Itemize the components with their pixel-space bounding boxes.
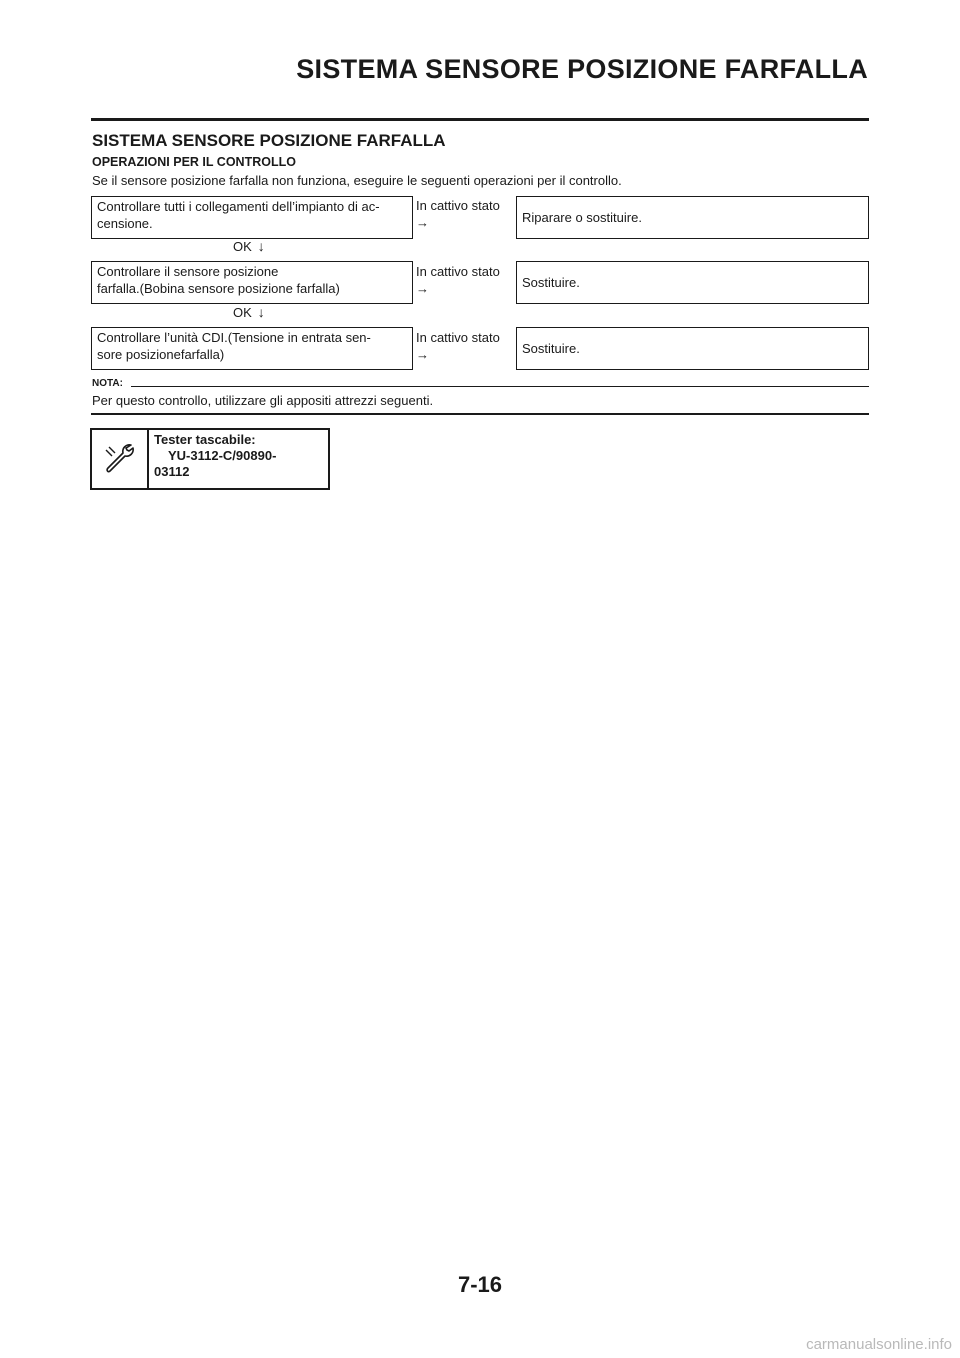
check-box-3 <box>91 327 413 370</box>
check-text-line: sore posizionefarfalla) <box>97 347 225 362</box>
action-box-2 <box>516 261 869 304</box>
check-text-line: Controllare l’unità CDI.(Tensione in entrata sen- <box>97 330 371 345</box>
check-text-line: Controllare il sensore posizione <box>97 264 279 279</box>
condition-label: In cattivo stato <box>416 264 500 279</box>
action-box-1 <box>516 196 869 239</box>
ok-label: OK <box>233 305 252 320</box>
note-end-rule <box>91 413 869 415</box>
check-text-line: censione. <box>97 216 153 231</box>
right-arrow-icon: → <box>416 281 429 296</box>
condition-2 <box>416 263 514 297</box>
action-label: Riparare o sostituire. <box>522 210 642 225</box>
page-number: 7-16 <box>457 1272 503 1297</box>
intro-text: Se il sensore posizione farfalla non funziona, eseguire le seguenti operazioni per il controllo. <box>92 173 622 188</box>
note-rule <box>131 386 869 387</box>
note-label: NOTA: <box>92 378 123 389</box>
ok-indicator-2 <box>233 304 265 320</box>
check-text-line: farfalla.(Bobina sensore posizione farfalla) <box>97 281 340 296</box>
condition-label: In cattivo stato <box>416 198 500 213</box>
note-text: Per questo controllo, utilizzare gli appositi attrezzi seguenti. <box>92 393 434 408</box>
action-box-3 <box>516 327 869 370</box>
section-title: SISTEMA SENSORE POSIZIONE FARFALLA <box>92 131 446 150</box>
page-header-title: SISTEMA SENSORE POSIZIONE FARFALLA <box>296 54 868 84</box>
ok-indicator-1 <box>233 238 265 254</box>
condition-label: In cattivo stato <box>416 330 500 345</box>
check-box-2 <box>91 261 413 304</box>
down-arrow-icon: ↓ <box>257 304 265 320</box>
right-arrow-icon: → <box>416 215 429 230</box>
section-subtitle: OPERAZIONI PER IL CONTROLLO <box>92 155 296 169</box>
tool-text <box>149 430 281 488</box>
check-text-line: Controllare tutti i collegamenti dell’impianto di ac- <box>97 199 380 214</box>
header-rule <box>91 118 869 121</box>
wrench-icon <box>92 430 149 488</box>
tool-code: YU-3112-C/90890- <box>168 448 277 463</box>
tool-name: Tester tascabile: <box>154 432 256 447</box>
tool-box <box>90 428 330 490</box>
right-arrow-icon: → <box>416 347 429 362</box>
condition-3 <box>416 329 514 363</box>
down-arrow-icon: ↓ <box>257 238 265 254</box>
watermark: carmanualsonline.info <box>806 1336 952 1353</box>
tool-code-continued: 03112 <box>154 464 190 479</box>
action-label: Sostituire. <box>522 275 580 290</box>
check-box-1 <box>91 196 413 239</box>
action-label: Sostituire. <box>522 341 580 356</box>
condition-1 <box>416 197 514 231</box>
ok-label: OK <box>233 239 252 254</box>
